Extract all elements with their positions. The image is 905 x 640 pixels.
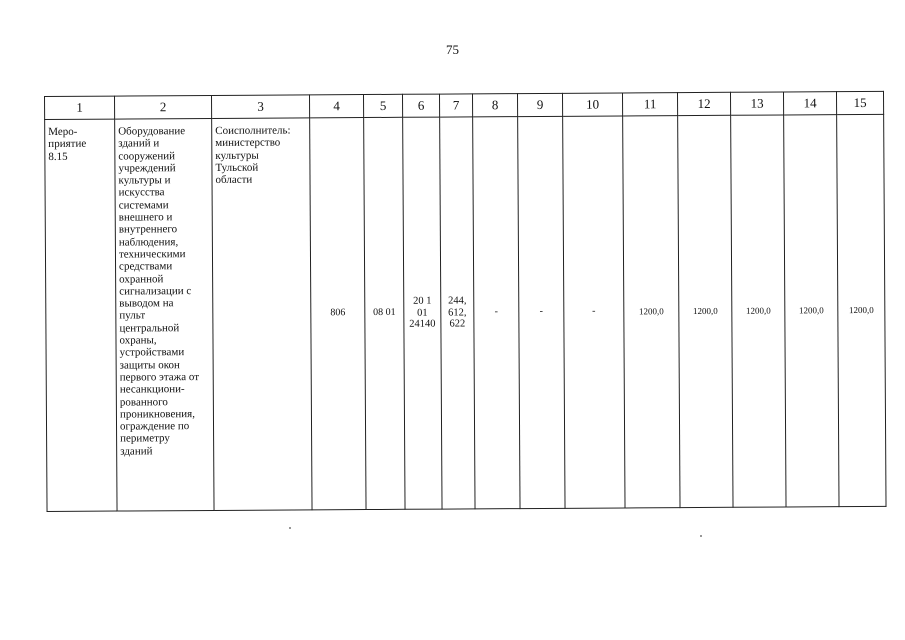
cell-col-11: 1200,0: [623, 116, 680, 508]
cell-col-14: 1200,0: [784, 115, 839, 507]
cell-col-8: -: [473, 117, 520, 509]
header-cell-8: 8: [472, 94, 517, 117]
header-cell-14: 14: [783, 92, 836, 115]
scan-speck: [700, 535, 702, 537]
executor-cell: Соисполнитель: министерство культуры Тульской области: [212, 118, 312, 511]
header-cell-6: 6: [402, 94, 439, 117]
cell-col-13: 1200,0: [731, 115, 786, 507]
event-cell: Меро- приятие 8.15: [45, 119, 117, 511]
header-cell-15: 15: [836, 91, 883, 114]
cell-col-15: 1200,0: [837, 114, 886, 506]
header-cell-1: 1: [45, 96, 115, 119]
cell-col-9: -: [518, 116, 565, 508]
header-cell-13: 13: [730, 92, 783, 115]
header-cell-4: 4: [309, 95, 363, 118]
table-row: [45, 114, 886, 511]
header-cell-5: 5: [363, 94, 402, 117]
header-cell-3: 3: [211, 95, 309, 119]
cell-col-7: 244, 612, 622: [440, 117, 475, 509]
cell-col-4: 806: [310, 118, 366, 510]
cell-col-10: -: [563, 116, 625, 508]
budget-table: [44, 91, 887, 512]
header-cell-10: 10: [562, 93, 622, 116]
header-cell-11: 11: [622, 93, 677, 116]
cell-col-6: 20 1 01 24140: [403, 117, 442, 509]
header-cell-7: 7: [439, 94, 472, 117]
header-cell-12: 12: [677, 92, 730, 115]
page-number: 75: [446, 42, 459, 57]
description-cell: Оборудование зданий и сооружений учреждений культуры и искусства системами внешнего и внутреннего наблюдения, техническими средствами охранной сигнализации с выводом на пульт центральной охраны, устройствами защиты окон первого этажа от несанкциони- рованного проникновения, ограждение по периметру зданий: [115, 118, 214, 511]
header-cell-9: 9: [517, 93, 562, 116]
header-cell-2: 2: [115, 95, 212, 119]
cell-col-5: 08 01: [364, 117, 405, 509]
cell-col-12: 1200,0: [678, 115, 733, 507]
scan-speck: [289, 527, 291, 529]
